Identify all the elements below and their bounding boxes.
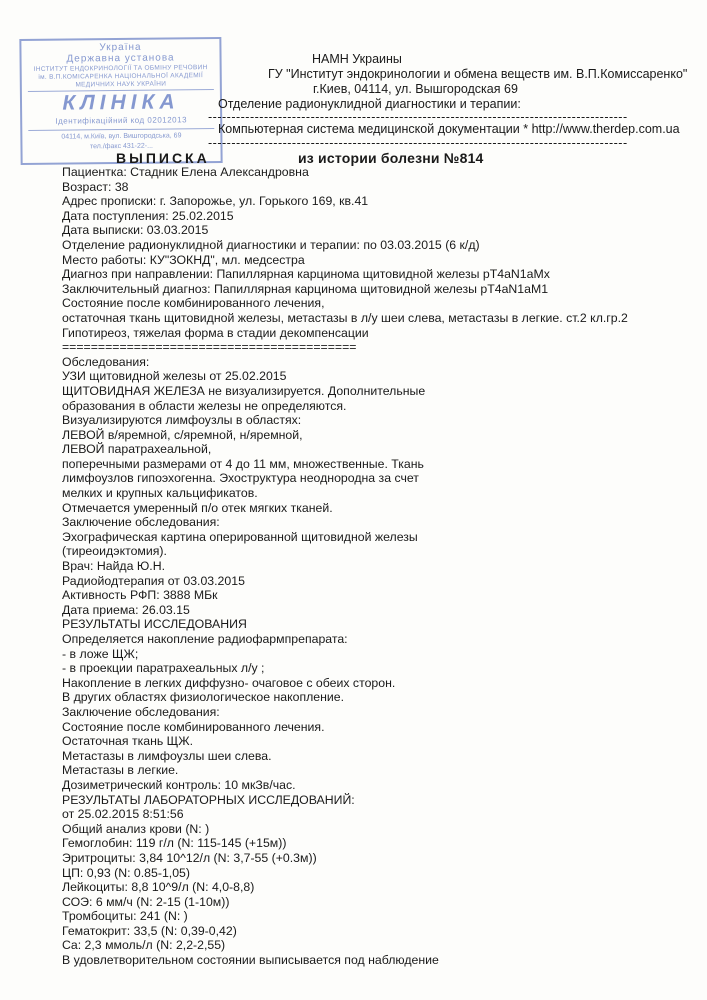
document-line: Общий анализ крови (N: ) [62,821,210,836]
document-line: Метастазы в лимфоузлы шеи слева. [62,748,272,763]
document-line: Заключение обследования: [62,515,220,530]
document-line: Врач: Найда Ю.Н. [62,559,166,574]
document-type: ВЫПИСКА [116,150,210,166]
document-line: Лейкоциты: 8,8 10^9/л (N: 4,0-8,8) [62,880,255,895]
document-line: Дозиметрический контроль: 10 мкЗв/час. [62,777,296,792]
document-line: Остаточная ткань ЩЖ. [62,734,193,749]
document-line: образования в области железы не определяются. [62,398,347,413]
document-line: лимфоузлов гипоэхогенна. Эхоструктура неоднородна за счет [62,471,419,486]
stamp-line: Державна установа [66,52,175,65]
document-line: Возраст: 38 [62,179,129,194]
stamp-line: МЕДИЧНИХ НАУК УКРАЇНИ [75,80,167,89]
stamp-line: Ідентифікаційний код 02012013 [55,115,188,126]
document-line: (тиреоидэктомия). [62,544,167,559]
document-line: ЩИТОВИДНАЯ ЖЕЛЕЗА не визуализируется. Дополнительные [62,383,426,398]
stamp-line: ім. В.П.КОМІСАРЕНКА НАЦІОНАЛЬНОЇ АКАДЕМІЇ [38,72,204,81]
document-line: РЕЗУЛЬТАТЫ ИССЛЕДОВАНИЯ [62,617,247,632]
document-line: поперечными размерами от 4 до 11 мм, множественные. Ткань [62,456,424,471]
header-address: г.Киев, 04114, ул. Вышгородская 69 [313,82,518,96]
document-line: Адрес прописки: г. Запорожье, ул. Горького 169, кв.41 [62,194,369,209]
document-line: СОЭ: 6 мм/ч (N: 2-15 (1-10м)) [62,894,230,909]
document-line: Дата выписки: 03.03.2015 [62,223,209,238]
document-line: Гематокрит: 33,5 (N: 0,39-0,42) [62,923,237,938]
document-line: остаточная ткань щитовидной железы, метастазы в л/у шеи слева, метастазы в легкие. ст.2 кл.гр.2 [62,310,628,325]
stamp-line: ІНСТИТУТ ЕНДОКРИНОЛОГІЇ ТА ОБМІНУ РЕЧОВИН [33,64,208,73]
document-line: от 25.02.2015 8:51:56 [62,807,184,822]
document-line: Радиойодтерапия от 03.03.2015 [62,573,245,588]
document-line: Дата поступления: 25.02.2015 [62,208,234,223]
document-line: РЕЗУЛЬТАТЫ ЛАБОРАТОРНЫХ ИССЛЕДОВАНИЙ: [62,792,355,807]
document-line: Ca: 2,3 ммоль/л (N: 2,2-2,55) [62,938,226,953]
document-line: В удовлетворительном состоянии выписывается под наблюдение [62,953,439,968]
document-line: Место работы: КУ"ЗОКНД", мл. медсестра [62,252,305,267]
document-line: Эхографическая картина оперированной щитовидной железы [62,529,418,544]
document-line: В других областях физиологическое накопление. [62,690,345,705]
header-institute: ГУ "Институт эндокринологии и обмена веществ им. В.П.Комиссаренко" [268,67,688,81]
document-line: Обследования: [62,354,150,369]
document-line: Состояние после комбинированного лечения. [62,719,325,734]
document-line: Заключительный диагноз: Папиллярная карцинома щитовидной железы pT4aN1aM1 [62,281,549,296]
document-line: Тромбоциты: 241 (N: ) [62,909,188,924]
document-line: Метастазы в легкие. [62,763,179,778]
header-academy: НАМН Украины [312,52,402,66]
document-line: Пациентка: Стадник Елена Александровна [62,165,309,179]
document-line: Определяется накопление радиофармпрепарата: [62,632,348,646]
document-line: ЦП: 0,93 (N: 0.85-1,05) [62,865,190,880]
document-line: - в проекции паратрахеальных л/у ; [62,661,265,676]
document-line: мелких и крупных кальцификатов. [62,486,258,501]
stamp-line: 04114, м.Київ, вул. Вишгородська, 69 [61,132,182,141]
document-line: Активность РФП: 3888 МБк [62,588,218,603]
header-department: Отделение радионуклидной диагностики и терапии: [218,97,521,111]
stamp-clinic-name: КЛІНІКА [62,90,180,115]
document-line: Визуализируются лимфоузлы в областях: [62,413,302,428]
stamp-line: Україна [99,41,142,54]
document-line: - в ложе ЩЖ; [62,646,139,661]
document-line: Отмечается умеренный п/о отек мягких тканей. [62,500,333,515]
document-line: Диагноз при направлении: Папиллярная карцинома щитовидной железы pT4aN1aMx [62,267,550,282]
document-line: УЗИ щитовидной железы от 25.02.2015 [62,369,287,384]
document-line: ЛЕВОЙ в/яремной, с/яремной, н/яремной, [62,427,303,442]
document-line: Состояние после комбинированного лечения, [62,296,325,311]
document-line: Отделение радионуклидной диагностики и терапии: по 03.03.2015 (6 к/д) [62,237,480,252]
document-line: Заключение обследования: [62,704,220,719]
document-line: Эритроциты: 3,84 10^12/л (N: 3,7-55 (+0.3м)) [62,850,317,865]
document-line: ========================================= [62,340,357,355]
institution-stamp [19,37,222,165]
document-body [62,165,628,968]
header-separator: ------------------------------------------------------------------------------------------ [208,136,628,150]
document-line: Дата приема: 26.03.15 [62,602,190,617]
stamp-rule [28,128,214,131]
header-system: Компьютерная система медицинской документации * http://www.therdep.com.ua [218,122,680,136]
document-line: Накопление в легких диффузно- очаговое с обеих сторон. [62,675,396,690]
document-title [116,150,484,166]
header-separator: ------------------------------------------------------------------------------------------ [208,110,628,124]
history-number: из истории болезни №814 [298,150,484,166]
document-line: ЛЕВОЙ паратрахеальной, [62,442,212,457]
document-line: Гемоглобин: 119 г/л (N: 115-145 (+15м)) [62,836,287,851]
document-line: Гипотиреоз, тяжелая форма в стадии декомпенсации [62,325,369,340]
stamp-line: тел./факс 431-22-... [89,142,153,151]
